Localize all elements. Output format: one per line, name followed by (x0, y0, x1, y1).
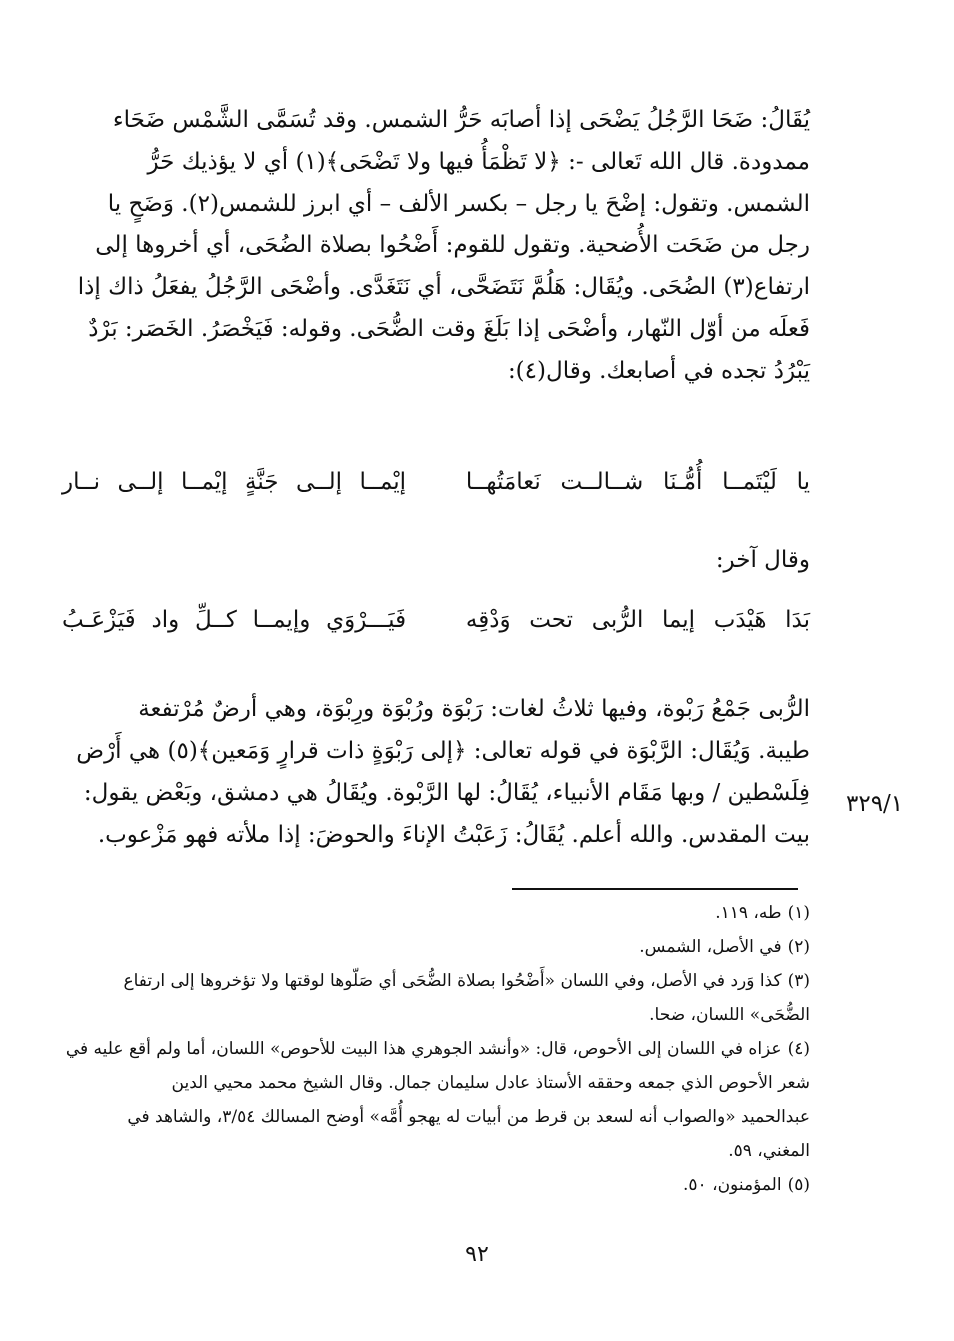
footnote-text: كذا وَرد في الأصل، وفي اللسان «أَضْحُوا بصلاة الضُّحَى أي صَلّوها لوقتها ولا تؤخروها إلى ارتفاع (123, 971, 782, 991)
footnote-text: في الأصل، الشمس. (639, 937, 782, 957)
paragraph-1-line: ارتفاع(٣) الضُحَى. ويُقَال: هَلُمَّ نَتَضَحَّى، أي نَتَغَدَّى. وأضْحَى الرَّجُلُ يفعَلُ ذاك إذا (77, 274, 810, 301)
footnote-text: المؤمنون، ٥٠. (683, 1175, 782, 1195)
poetry-verse-2 (62, 600, 810, 640)
footnote-4-continuation: المغني، ٥٩. (728, 1141, 810, 1161)
footnote-number: (٤) (787, 1039, 810, 1059)
footnote-3-continuation: الضُّحَى» اللسان، ضحا. (649, 1005, 810, 1025)
paragraph-1-line: ممدودة. قال الله تَعالى -: ﴿لا تَظْمَأُ فيها ولا تَضْحَى﴾(١) أي لا يؤذيك حَرُّ (147, 148, 810, 175)
page-number: ٩٢ (465, 1242, 489, 1267)
paragraph-1-line: فَعلَه من أوّل النّهار، وأضْحَى إذا بَلَغَ وقت الضُّحَى. وقوله: فَيَخْصَرُ. الخَصَر: بَرْدٌ (88, 315, 810, 342)
footnote-3 (62, 964, 810, 998)
footnote-number: (١) (787, 903, 810, 923)
verse-1-first-hemistich: يا لَيْتَمــا أُمُّـنَا شــالــت نَعامَتُهــا (465, 469, 810, 495)
footnote-4-continuation: عبدالحميد «والصواب أنه لسعد بن قرط من أبيات له يهجو أُمَّه» أوضح المسالك ٣/٥٤، والشاهد في (127, 1107, 810, 1127)
footnote-4-continuation: شعر الأحوص الذي جمعه وحققه الأستاذ عادل سليمان جمال. وقال الشيخ محمد محيي الدين (171, 1073, 810, 1093)
paragraph-2 (62, 688, 810, 856)
paragraph-1-line: يُقَالُ: ضَحَا الرَّجُلُ يَضْحَى إذا أصابَه حَرُّ الشمس. وقد تُسَمَّى الشَّمْس ضَحَاء (112, 107, 810, 133)
footnotes (62, 896, 810, 1202)
verse-2-second-hemistich: فَيَـــرْوَي وإيمــا كــلِّ واد فَيَزْعَـبُ (62, 607, 407, 633)
footnote-1 (62, 896, 810, 930)
footnote-text: عزاه في اللسان إلى الأحوص، قال: «وأنشد الجوهري هذا البيت للأحوص» اللسان، أما ولم أقع عليه في (65, 1039, 782, 1059)
footnote-number: (٢) (787, 937, 810, 957)
paragraph-2-line: بيت المقدس. والله أعلم. يُقَالُ: زَعَبْتُ الإناءَ والحوضَ: إذا ملأته فهو مَزْعوب. (97, 822, 810, 848)
poetry-verse-1 (62, 462, 810, 502)
paragraph-1-line: الشمس. وتقول: إضْحَ يا رجل – بكسر الألف – أي ابرز للشمس(٢). وَضَحٍ يا (107, 190, 810, 217)
paragraph-1-line: رجل من ضَحَت الأُضحية. وتقول للقوم: أَضْحُوا بصلاة الضُحَى، أي أخروها إلى (95, 232, 810, 259)
footnote-separator (512, 888, 798, 890)
footnote-4 (62, 1032, 810, 1066)
verse-2-first-hemistich: بَدَا هَيْدَب إيما الرُّبى تحت وَدْقِه (465, 607, 810, 633)
footnote-number: (٥) (787, 1175, 810, 1195)
verse-intro: وقال آخر: (715, 547, 810, 573)
paragraph-2-line: طيبة. وَيُقَال: الرَّبْوَة في قوله تعالى: ﴿إلى رَبْوَةٍ ذات قرارٍ وَمَعين﴾(٥) هي أَرْض (76, 738, 810, 764)
margin-manuscript-reference: ٣٢٩/١ (846, 791, 904, 817)
footnote-text: طه، ١١٩. (715, 903, 782, 923)
verse-1-second-hemistich: إيْمــا إلــى جَنَّةٍ إيْمــا إلــى نــار (62, 469, 407, 495)
paragraph-1 (62, 100, 810, 393)
footnote-5 (62, 1168, 810, 1202)
paragraph-1-line: يَبْرُدُ تجده في أصابعك. وقال(٤): (507, 357, 810, 384)
paragraph-2-line: الرُّبى جَمْعُ رَبْوة، وفيها ثلاثُ لغات: رَبْوَة ورُبْوَة ورِبْوَة، وهي أرضٌ مُرْتفعة (138, 696, 810, 722)
paragraph-2-line: فِلَسْطين / وبها مَقَام الأنبياء، يُقَالُ: لها الرَّبْوة. ويُقَالُ هي دمشق، وبَعْض يقول: (83, 780, 810, 806)
footnote-number: (٣) (787, 971, 810, 991)
footnote-2 (62, 930, 810, 964)
